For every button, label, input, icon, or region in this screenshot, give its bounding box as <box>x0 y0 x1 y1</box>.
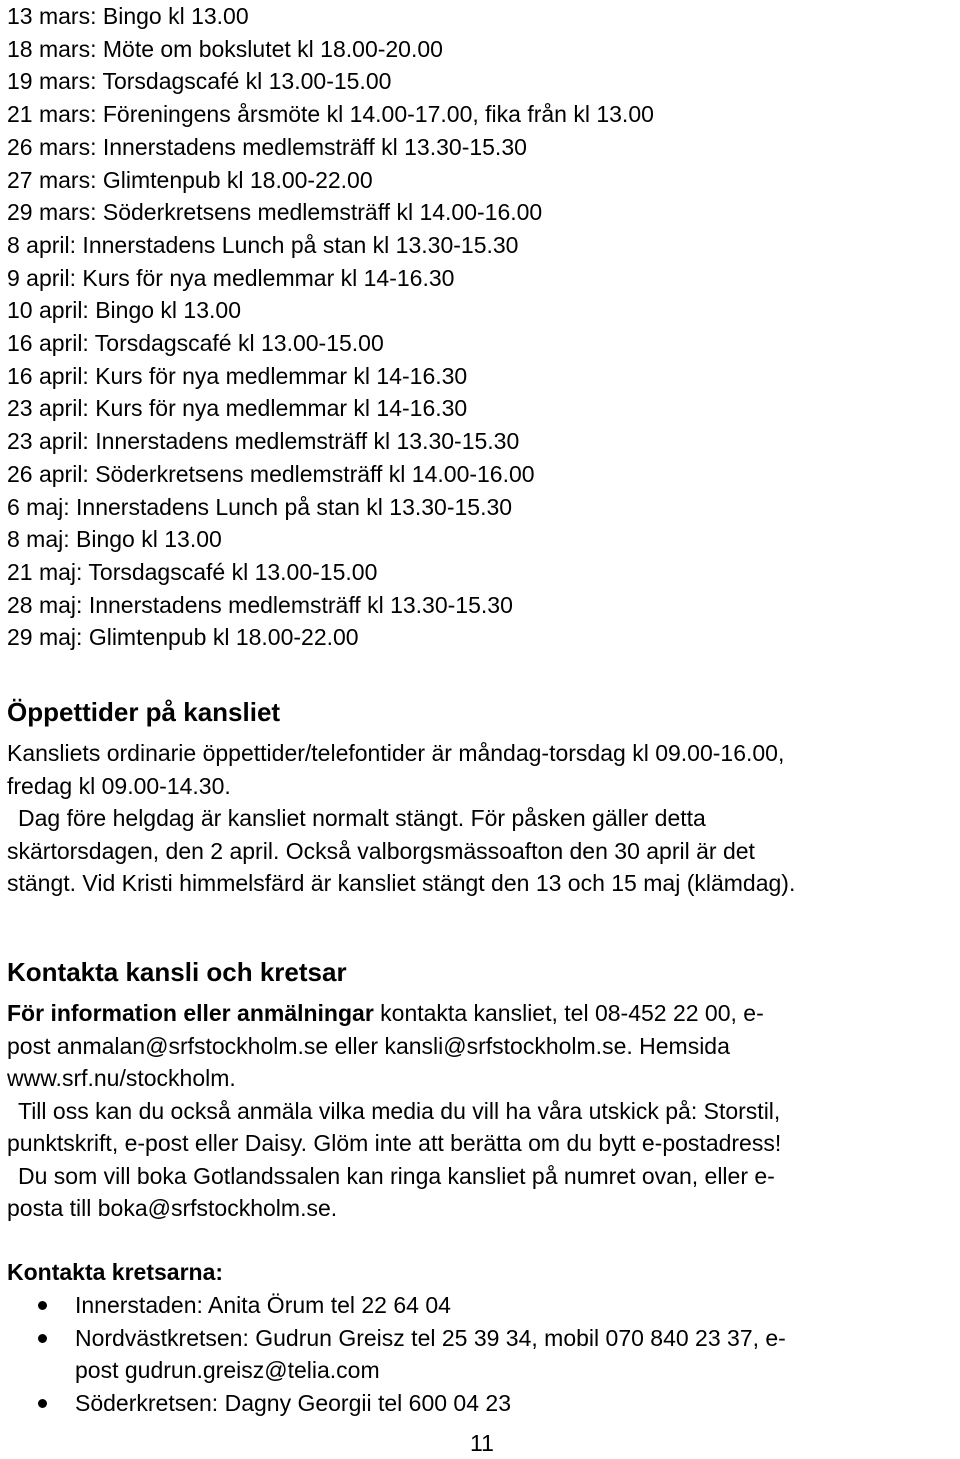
event-item: 9 april: Kurs för nya medlemmar kl 14-16.30 <box>7 264 455 291</box>
opening-hours-section <box>7 697 957 900</box>
event-item: 13 mars: Bingo kl 13.00 <box>7 3 249 29</box>
contact-info-line: www.srf.nu/stockholm. <box>7 1065 236 1091</box>
event-item: 27 mars: Glimtenpub kl 18.00-22.00 <box>7 166 373 193</box>
opening-hours-line: Kansliets ordinarie öppettider/telefontider är måndag-torsdag kl 09.00-16.00, <box>7 740 785 766</box>
contact-info-line: post anmalan@srfstockholm.se eller kansli@srfstockholm.se. Hemsida <box>7 1032 730 1059</box>
event-item: 6 maj: Innerstadens Lunch på stan kl 13.30-15.30 <box>7 493 513 520</box>
event-item: 29 maj: Glimtenpub kl 18.00-22.00 <box>7 624 359 651</box>
contact-info-line <box>7 997 957 1030</box>
holiday-info-line: skärtorsdagen, den 2 april. Också valborgsmässoafton den 30 april är det <box>7 837 755 864</box>
event-item: 28 maj: Innerstadens medlemsträff kl 13.30-15.30 <box>7 591 513 618</box>
bullet-icon <box>38 1334 47 1343</box>
kretsar-list-item <box>7 1289 957 1322</box>
event-item: 29 mars: Söderkretsens medlemsträff kl 14.00-16.00 <box>7 199 543 226</box>
kretsar-item-line: Söderkretsen: Dagny Georgii tel 600 04 23 <box>75 1389 511 1416</box>
page-number: 11 <box>470 1430 494 1456</box>
bullet-icon <box>38 1399 47 1408</box>
media-info-line: punktskrift, e-post eller Daisy. Glöm inte att berätta om du bytt e-postadress! <box>7 1130 782 1156</box>
event-item: 8 april: Innerstadens Lunch på stan kl 13.30-15.30 <box>7 231 519 258</box>
booking-info-line: posta till boka@srfstockholm.se. <box>7 1195 338 1221</box>
event-item: 8 maj: Bingo kl 13.00 <box>7 526 222 553</box>
kretsar-item-line: post gudrun.greisz@telia.com <box>75 1357 380 1383</box>
event-item: 21 mars: Föreningens årsmöte kl 14.00-17.00, fika från kl 13.00 <box>7 101 654 128</box>
contact-info-bold: För information eller anmälningar <box>7 1000 374 1026</box>
contact-section <box>7 957 957 1225</box>
event-item: 10 april: Bingo kl 13.00 <box>7 297 241 324</box>
kretsar-item-line: Nordvästkretsen: Gudrun Greisz tel 25 39 34, mobil 070 840 23 37, e- <box>75 1324 786 1351</box>
event-item: 23 april: Innerstadens medlemsträff kl 13.30-15.30 <box>7 428 520 455</box>
contact-heading: Kontakta kansli och kretsar <box>7 957 347 987</box>
kretsar-heading: Kontakta kretsarna: <box>7 1259 224 1285</box>
event-item: 18 mars: Möte om bokslutet kl 18.00-20.00 <box>7 35 443 62</box>
kretsar-list-item <box>7 1322 957 1387</box>
event-item: 16 april: Kurs för nya medlemmar kl 14-16.30 <box>7 362 468 389</box>
opening-hours-line: fredag kl 09.00-14.30. <box>7 772 231 799</box>
event-item: 26 april: Söderkretsens medlemsträff kl 14.00-16.00 <box>7 460 535 487</box>
event-item: 26 mars: Innerstadens medlemsträff kl 13.30-15.30 <box>7 133 527 160</box>
holiday-info-line: Dag före helgdag är kansliet normalt stängt. För påsken gäller detta <box>18 805 706 831</box>
event-item: 21 maj: Torsdagscafé kl 13.00-15.00 <box>7 558 378 585</box>
event-item: 19 mars: Torsdagscafé kl 13.00-15.00 <box>7 68 392 95</box>
booking-info-line: Du som vill boka Gotlandssalen kan ringa kansliet på numret ovan, eller e- <box>18 1162 775 1189</box>
contact-info-rest: kontakta kansliet, tel 08-452 22 00, e- <box>373 1000 764 1026</box>
bullet-icon <box>38 1301 47 1310</box>
opening-hours-heading: Öppettider på kansliet <box>7 697 281 727</box>
kretsar-item-line: Innerstaden: Anita Örum tel 22 64 04 <box>75 1292 451 1318</box>
event-item: 16 april: Torsdagscafé kl 13.00-15.00 <box>7 330 384 357</box>
media-info-line: Till oss kan du också anmäla vilka media du vill ha våra utskick på: Storstil, <box>18 1097 781 1124</box>
document-page <box>7 0 957 1456</box>
holiday-info-line: stängt. Vid Kristi himmelsfärd är kansliet stängt den 13 och 15 maj (klämdag). <box>7 870 796 896</box>
kretsar-list <box>7 1289 957 1419</box>
kretsar-list-item <box>7 1387 957 1420</box>
event-calendar <box>7 0 957 654</box>
event-item: 23 april: Kurs för nya medlemmar kl 14-16.30 <box>7 395 468 422</box>
